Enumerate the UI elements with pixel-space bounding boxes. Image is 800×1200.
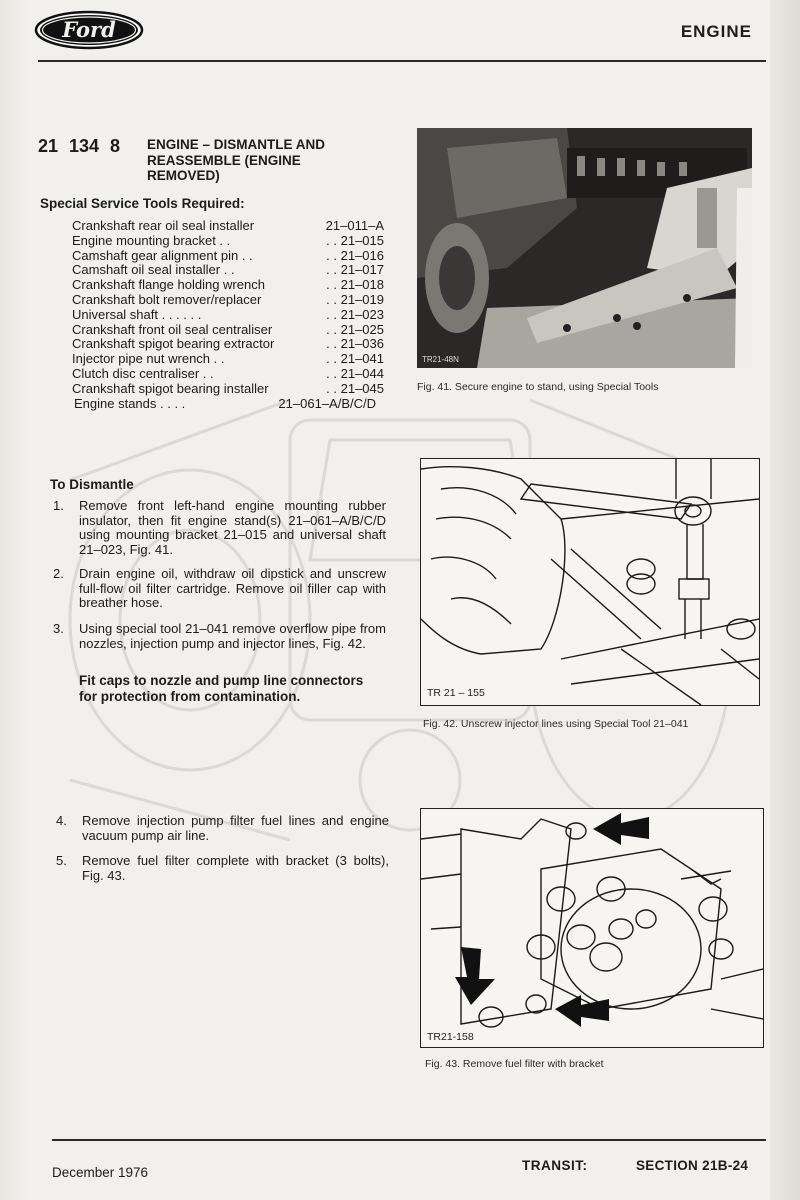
step-number: 5.	[56, 853, 67, 868]
step-number: 1.	[53, 498, 64, 513]
figure-41-caption: Fig. 41. Secure engine to stand, using Special Tools	[417, 381, 659, 393]
tool-code: 21–061–A/B/C/D	[278, 395, 376, 411]
figure-ref: TR21-158	[424, 1031, 477, 1043]
tool-row	[72, 278, 384, 293]
tool-name: Engine mounting bracket . .	[72, 232, 231, 248]
dismantle-heading: To Dismantle	[50, 477, 134, 492]
tool-code: . . 21–016	[326, 247, 384, 263]
step-4	[53, 814, 389, 843]
tool-row	[72, 219, 384, 234]
tool-code: . . 21–017	[326, 262, 384, 278]
tool-name: Crankshaft front oil seal centraliser	[72, 321, 273, 337]
section-name: ENGINE	[680, 22, 752, 41]
tool-row	[72, 308, 384, 323]
injector-wrench-drawing	[421, 459, 759, 705]
figure-ref: TR21-48N	[422, 355, 459, 364]
tool-name: Universal shaft . . . . . .	[72, 306, 202, 322]
tool-name: Crankshaft flange holding wrench	[72, 277, 265, 293]
operation-title: ENGINE – DISMANTLE AND REASSEMBLE (ENGINE REMOVED)	[147, 137, 326, 183]
figure-ref: TR 21 – 155	[424, 687, 488, 699]
tools-list	[72, 219, 384, 411]
footer-date: December 1976	[52, 1165, 149, 1180]
tool-row	[72, 337, 384, 352]
step-5	[53, 854, 389, 883]
step-text: Using special tool 21–041 remove overflow pipe from nozzles, injection pump and injector lines, Fig. 42.	[79, 621, 386, 651]
step-text: Remove fuel filter complete with bracket (3 bolts), Fig. 43.	[82, 853, 389, 883]
tool-name: Camshaft gear alignment pin . .	[72, 247, 253, 263]
step-text: Drain engine oil, withdraw oil dipstick and unscrew full-flow oil filter cartridge. Remove oil filler cap with breather hose.	[79, 566, 386, 611]
step-number: 4.	[56, 813, 67, 828]
tool-row	[72, 234, 384, 249]
tool-name: Camshaft oil seal installer . .	[72, 262, 235, 278]
tool-name: Crankshaft bolt remover/replacer	[72, 291, 262, 307]
operation-number: 21 134 8	[38, 136, 121, 156]
tool-name: Crankshaft rear oil seal installer	[72, 218, 255, 233]
tool-code: . . 21–041	[326, 351, 384, 367]
tool-code: . . 21–045	[326, 380, 384, 396]
page-edge-right	[770, 0, 800, 1200]
footer-vehicle: TRANSIT:	[522, 1158, 588, 1173]
step-text: Remove front left-hand engine mounting rubber insulator, then fit engine stand(s) 21–061–A/B/C/D using mounting bracket 21–015 and universal shaft 21–023, Fig. 41.	[79, 498, 386, 557]
tool-row	[72, 263, 384, 278]
tool-row	[72, 352, 384, 367]
tool-code: . . 21–025	[326, 321, 384, 337]
step-2	[50, 567, 386, 611]
tool-name: Engine stands . . . .	[74, 395, 186, 411]
tool-code: . . 21–015	[326, 232, 384, 248]
tool-row	[72, 382, 384, 397]
protection-note: Fit caps to nozzle and pump line connectors for protection from contamination.	[79, 673, 364, 704]
footer-section: SECTION 21B-24	[636, 1158, 749, 1173]
step-number: 3.	[53, 621, 64, 636]
tool-row	[72, 367, 384, 382]
tool-row	[72, 323, 384, 338]
header-rule	[38, 60, 766, 62]
figure-41-photo	[417, 128, 752, 368]
svg-text:Ford: Ford	[62, 17, 116, 42]
tool-code: . . 21–044	[326, 365, 384, 381]
figure-42-caption: Fig. 42. Unscrew injector lines using Special Tool 21–041	[423, 718, 689, 730]
tool-code: . . 21–018	[326, 277, 384, 293]
tool-code: . . 21–036	[326, 336, 384, 352]
tools-heading: Special Service Tools Required:	[40, 196, 245, 211]
tool-name: Crankshaft spigot bearing installer	[72, 380, 269, 396]
step-number: 2.	[53, 566, 64, 581]
tool-code: . . 21–019	[326, 291, 384, 307]
ford-logo	[34, 10, 144, 50]
figure-42-drawing	[420, 458, 760, 706]
tool-name: Clutch disc centraliser . .	[72, 365, 214, 381]
page-edge-left	[0, 0, 28, 1200]
tool-name: Crankshaft spigot bearing extractor	[72, 336, 275, 352]
fuel-filter-drawing	[421, 809, 763, 1047]
engine-stand-photo	[417, 128, 752, 368]
tool-name: Injector pipe nut wrench . .	[72, 351, 225, 367]
tool-row	[72, 249, 384, 264]
step-3	[50, 622, 386, 651]
step-1	[50, 499, 386, 557]
tool-code: . . 21–023	[326, 306, 384, 322]
tool-code: 21–011–A	[325, 218, 384, 233]
figure-43-drawing	[420, 808, 764, 1048]
tool-row	[72, 293, 384, 308]
figure-43-caption: Fig. 43. Remove fuel filter with bracket	[425, 1058, 604, 1070]
footer-rule	[52, 1139, 766, 1141]
step-text: Remove injection pump filter fuel lines and engine vacuum pump air line.	[82, 813, 389, 843]
tool-row	[72, 397, 384, 412]
